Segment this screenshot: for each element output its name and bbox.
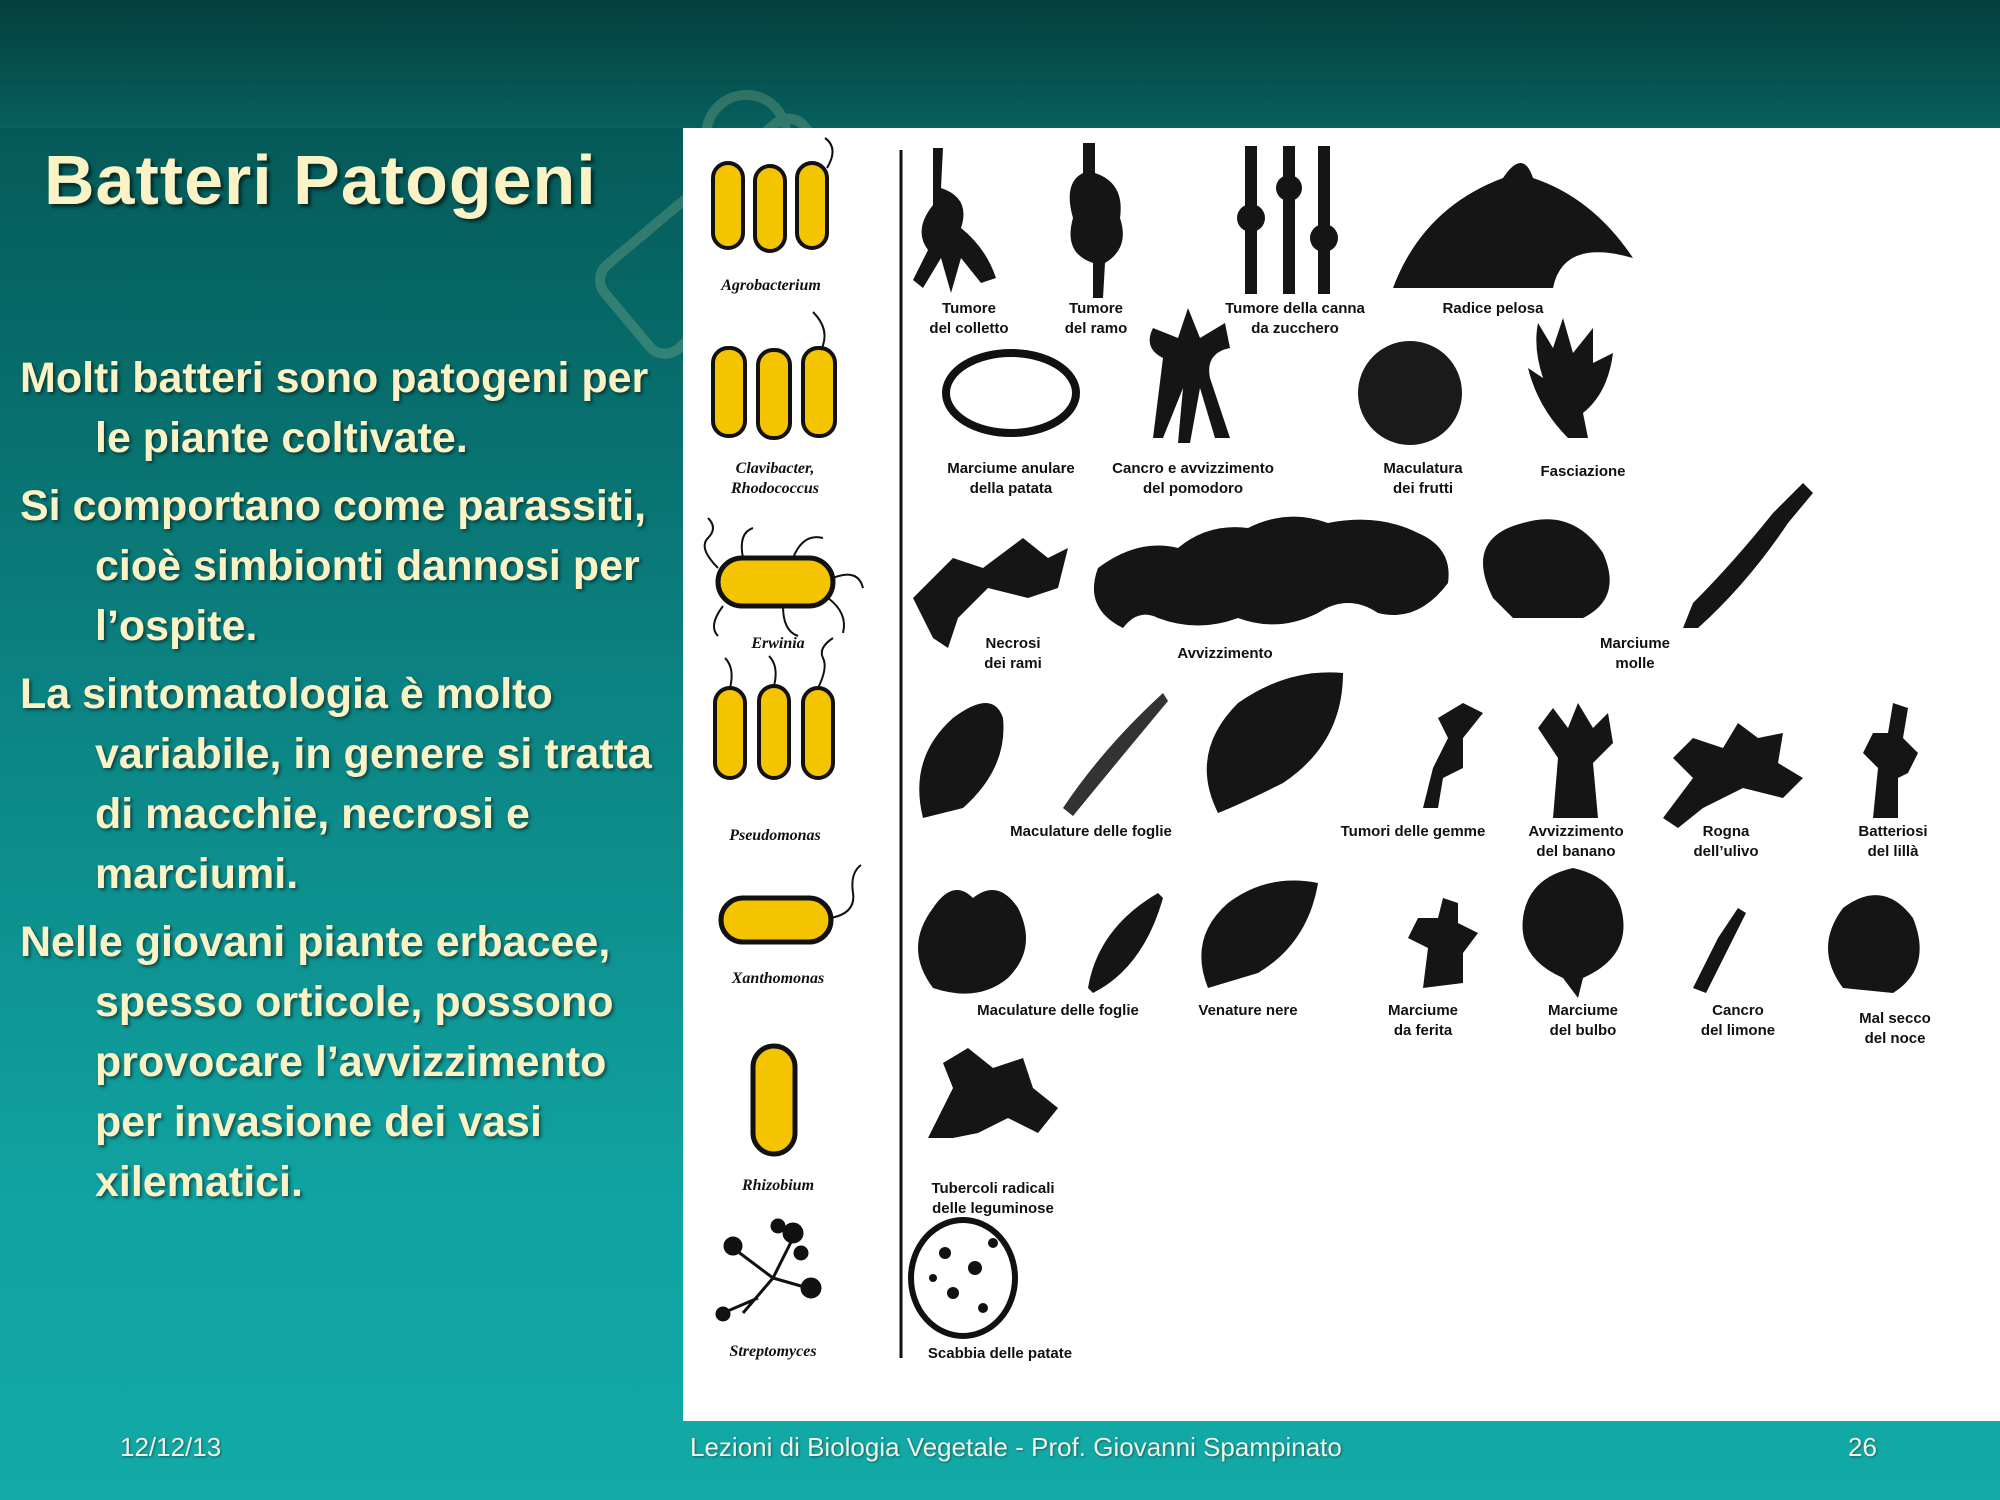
slide-title: Batteri Patogeni	[44, 141, 597, 219]
bacteria-label-xanthomonas: Xanthomonas	[731, 970, 825, 987]
symptom-label: Maculatura	[1383, 460, 1463, 477]
branch-necrosis-icon	[913, 538, 1068, 648]
symptom-row-5	[918, 868, 1920, 998]
bacteria-figure	[683, 128, 2000, 1421]
bullet-item: Si comportano come parassiti, cioè simbionti dannosi per l’ospite.	[20, 482, 647, 650]
symptom-label: Necrosi	[985, 635, 1041, 652]
tomato-wilt-icon	[1150, 308, 1230, 443]
symptom-label: Tumori delle gemme	[1340, 823, 1486, 840]
bullet-item: La sintomatologia è molto variabile, in genere si tratta di macchie, necrosi e marciumi.	[20, 670, 652, 898]
lemon-canker-icon	[1693, 908, 1746, 993]
leaf-spot-icon	[919, 703, 1003, 818]
wilting-icon	[1094, 517, 1449, 628]
bacteria-label-pseudomonas: Pseudomonas	[729, 827, 821, 844]
olive-knot-icon	[1663, 723, 1803, 828]
symptom-row-4	[919, 672, 1918, 828]
symptom-label: Fasciazione	[1540, 463, 1626, 480]
symptom-label: Avvizzimento	[1177, 645, 1273, 662]
symptom-label: del pomodoro	[1143, 480, 1243, 497]
banana-wilt-icon	[1538, 703, 1613, 818]
symptom-label: della patata	[969, 480, 1053, 497]
symptom-label: del lillà	[1867, 843, 1919, 860]
leaf-streak-icon	[1063, 693, 1168, 816]
bullet-list	[20, 348, 680, 1220]
root-nodules-icon	[928, 1048, 1058, 1138]
hairy-root-icon	[1393, 163, 1633, 288]
collar-tumor-icon	[913, 148, 996, 293]
rhizobium-cell-icon	[753, 1046, 795, 1154]
symptom-label: Marciume anulare	[947, 460, 1075, 477]
bacteria-label-clavibacter: Clavibacter,	[735, 460, 815, 477]
sugarcane-tumor-icon	[1237, 146, 1338, 294]
bud-tumor-icon	[1423, 703, 1483, 808]
symptom-label: del bulbo	[1549, 1022, 1617, 1039]
leaf-spot-small-icon	[1088, 893, 1163, 993]
symptom-label: Mal secco	[1859, 1010, 1931, 1027]
symptom-label: Scabbia delle patate	[927, 1345, 1073, 1362]
bacteria-label-rhizobium: Rhizobium	[741, 1177, 815, 1194]
symptom-row-3	[913, 483, 1813, 648]
symptom-label: del limone	[1700, 1022, 1776, 1039]
branch-tumor-icon	[1070, 143, 1123, 298]
symptom-label: Rogna	[1702, 823, 1750, 840]
symptom-label: Cancro e avvizzimento	[1112, 460, 1274, 477]
leaf-spot-large-icon	[1207, 672, 1343, 813]
symptom-label: Venature nere	[1198, 1002, 1298, 1019]
symptom-label: Tubercoli radicali	[931, 1180, 1055, 1197]
symptom-label: Marciume	[1387, 1002, 1459, 1019]
symptom-label: dei frutti	[1393, 480, 1453, 497]
bullet-item: Molti batteri sono patogeni per le piante coltivate.	[20, 354, 649, 462]
symptom-label: Marciume	[1547, 1002, 1619, 1019]
pseudomonas-cells-icon	[715, 638, 833, 778]
fasciation-icon	[1528, 318, 1613, 438]
symptom-label: Radice pelosa	[1442, 300, 1544, 317]
symptom-label: del noce	[1864, 1030, 1926, 1047]
vine-leaf-spot-icon	[918, 890, 1026, 994]
bacteria-label-rhodococcus: Rhodococcus	[731, 480, 819, 497]
symptom-label: Tumore	[942, 300, 996, 317]
symptom-label: Batteriosi	[1858, 823, 1928, 840]
symptom-label: dell’ulivo	[1693, 843, 1759, 860]
black-veins-leaf-icon	[1201, 881, 1318, 989]
symptom-label: molle	[1615, 655, 1655, 672]
erwinia-cell-icon	[705, 518, 863, 636]
symptom-label: da zucchero	[1251, 320, 1339, 337]
symptom-label: Cancro	[1712, 1002, 1764, 1019]
bulb-rot-onion-icon	[1523, 868, 1624, 998]
bullet-item: Nelle giovani piante erbacee, spesso orticole, possono provocare l’avvizzimento per invasione dei vasi xilematici.	[20, 918, 614, 1206]
footer-date: 12/12/13	[120, 1432, 222, 1462]
symptom-label: dei rami	[984, 655, 1042, 672]
fruit-spot-icon	[1358, 341, 1462, 445]
bacteria-label-streptomyces: Streptomyces	[729, 1343, 817, 1360]
symptom-label: del banano	[1536, 843, 1616, 860]
symptom-label: del ramo	[1064, 320, 1128, 337]
symptom-label: Avvizzimento	[1528, 823, 1624, 840]
agrobacterium-cells-icon	[713, 138, 833, 251]
potato-scab-icon	[911, 1220, 1015, 1336]
symptom-label: delle leguminose	[932, 1200, 1054, 1217]
symptom-label: da ferita	[1393, 1022, 1453, 1039]
xanthomonas-cell-icon	[721, 865, 861, 942]
bacteria-label-erwinia: Erwinia	[751, 635, 805, 652]
symptom-label: Maculature delle foglie	[977, 1002, 1139, 1019]
symptom-row-1	[913, 143, 1633, 298]
lilac-blight-icon	[1863, 703, 1918, 818]
soft-rot-carrot-icon	[1683, 483, 1813, 628]
symptom-label: Marciume	[1599, 635, 1671, 652]
title-band	[0, 0, 2000, 128]
symptom-label: Tumore della canna	[1225, 300, 1365, 317]
soft-rot-cabbage-icon	[1483, 519, 1610, 618]
symptom-label: Maculature delle foglie	[1010, 823, 1172, 840]
bacteria-label-agrobacterium: Agrobacterium	[721, 277, 821, 294]
walnut-blight-icon	[1828, 895, 1920, 993]
footer-course: Lezioni di Biologia Vegetale - Prof. Giovanni Spampinato	[690, 1432, 1342, 1462]
clavibacter-cells-icon	[713, 312, 835, 438]
figure-svg	[683, 128, 2000, 1421]
streptomyces-hyphae-icon	[717, 1220, 820, 1320]
footer-page-number: 26	[1848, 1432, 1877, 1462]
symptom-label: Tumore	[1069, 300, 1123, 317]
wound-rot-icon	[1408, 898, 1478, 988]
potato-ring-rot-icon	[946, 353, 1076, 433]
symptom-label: del colletto	[929, 320, 1009, 337]
